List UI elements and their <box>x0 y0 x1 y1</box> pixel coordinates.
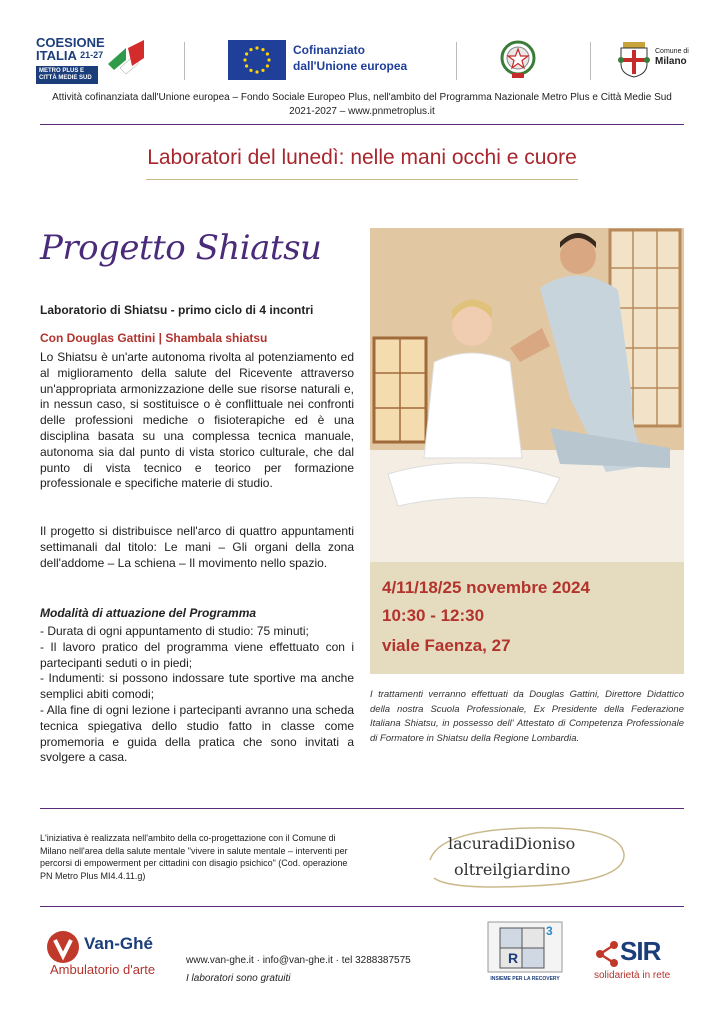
eu-cofinanziato <box>293 42 407 74</box>
milano-crest-icon <box>617 40 651 78</box>
vanghe-name: Van-Ghé <box>84 934 153 953</box>
coesione-country: ITALIA <box>36 48 77 63</box>
cura-di-dioniso-logo <box>420 820 630 892</box>
title-underline <box>146 179 578 180</box>
project-subtitle: Laboratorio di Shiatsu - primo ciclo di 4 incontri <box>40 303 314 317</box>
header-rule <box>40 124 684 125</box>
list-item: - Indumenti: si possono indossare tute sportive ma anche semplici abiti comodi; <box>40 671 354 702</box>
vanghe-sub: Ambulatorio d'arte <box>50 962 156 977</box>
photo-caption: I trattamenti verranno effettuati da Douglas Gattini, Direttore Didattico della nostra Scuola Professionale, Ex Presidente della Federazione Italiana Shiatsu, in possesso dell' Attestato di Competenza Professionale di Formatore in Shiatsu della Regione Lombardia. <box>370 689 684 744</box>
comune-milano-text <box>655 47 689 68</box>
header-divider <box>456 42 457 80</box>
modalita-title: Modalità di attuazione del Programma <box>40 606 257 620</box>
eu-text-line2: dall'Unione europea <box>293 59 408 73</box>
event-place: viale Faenza, 27 <box>382 636 511 655</box>
list-item: - Alla fine di ogni lezione i partecipanti avranno una scheda tecnica spiegativa dello studio fatto in classe come promemoria e guida della pratica che sono invitati a svolgere a casa. <box>40 702 354 765</box>
italian-emblem-icon <box>498 38 538 80</box>
footer-rule <box>40 808 684 809</box>
program-paragraph: Il progetto si distribuisce nell'arco di quattro appuntamenti settimanali dal titolo: Le mani – Gli organi della zona dell'addome – La schiena – Il movimento nello spazio. <box>40 524 354 570</box>
milano-name: Milano <box>655 56 687 67</box>
recovery-letter: R <box>508 950 519 966</box>
milano-small: Comune di <box>655 48 689 55</box>
list-item: - Il lavoro pratico del programma viene effettuato con i partecipanti seduti o in piedi; <box>40 639 354 670</box>
project-teacher: Con Douglas Gattini | Shambala shiatsu <box>40 331 268 345</box>
footer-note: L'iniziativa è realizzata nell'ambito della co-progettazione con il Comune di Milano nell'area della salute mentale "vivere in salute mentale – interventi per percorsi di empowerment per cittadini con disagio psichico" (Cod. operazione PN Metro Plus MI4.4.11.g) <box>40 833 348 881</box>
recovery-number: 3 <box>546 924 553 938</box>
sir-sub: solidarietà in rete <box>594 970 671 981</box>
coesione-title: COESIONE <box>36 35 105 50</box>
project-title: Progetto Shiatsu <box>40 228 322 268</box>
page-title: Laboratori del lunedì: nelle mani occhi e cuore <box>147 146 577 169</box>
header-divider <box>184 42 185 80</box>
coesione-years: 21-27 <box>80 50 104 60</box>
footer-rule <box>40 906 684 907</box>
free-note: I laboratori sono gratuiti <box>186 973 291 984</box>
list-item: - Durata di ogni appuntamento di studio: 75 minuti; <box>40 624 309 638</box>
header-divider <box>590 42 591 80</box>
recovery-label: INSIEME PER LA RECOVERY <box>490 976 560 982</box>
cura-line2: oltreilgiardino <box>454 860 571 879</box>
modalita-list <box>40 624 354 766</box>
event-dates: 4/11/18/25 novembre 2024 <box>382 578 590 597</box>
cura-swirl-icon <box>420 820 630 892</box>
header-note: Attività cofinanziata dall'Unione europea – Fondo Sociale Europeo Plus, nell'ambito del Programma Nazionale Metro Plus e Città Medie Sud 2021-2027 – www.pnmetroplus.it <box>52 92 672 117</box>
sir-name: SIR <box>620 936 661 966</box>
coesione-italia-logo <box>36 36 146 84</box>
eu-flag-icon <box>228 40 286 80</box>
coesione-sub: METRO PLUS E CITTÀ MEDIE SUD <box>36 66 98 84</box>
contacts[interactable]: www.van-ghe.it · info@van-ghe.it · tel 3288387575 <box>186 955 411 966</box>
share-network-icon <box>594 940 620 968</box>
event-time: 10:30 - 12:30 <box>382 606 485 625</box>
description-paragraph: Lo Shiatsu è un'arte autonoma rivolta al potenziamento ed al miglioramento della salute del Ricevente attraverso un'appropriata armonizzazione delle sue risorse naturali e, in nessun caso, si sostituisce o è conflittuale nei confronti delle professioni mediche o fisioterapiche ed è una disciplina basata su una complessa tecnica manuale, autonoma sia dal punto di vista storico culturale, che dal punto di vista tecnico e teorico per formazione professionale e specifiche materie di studio. <box>40 350 354 491</box>
eu-text-line1: Cofinanziato <box>293 43 365 57</box>
shiatsu-photo <box>370 228 684 562</box>
recovery-logo <box>486 920 564 984</box>
cura-line1: lacuradiDioniso <box>448 834 576 853</box>
vanghe-logo-icon <box>46 930 80 964</box>
coesione-mark-icon <box>106 38 146 76</box>
